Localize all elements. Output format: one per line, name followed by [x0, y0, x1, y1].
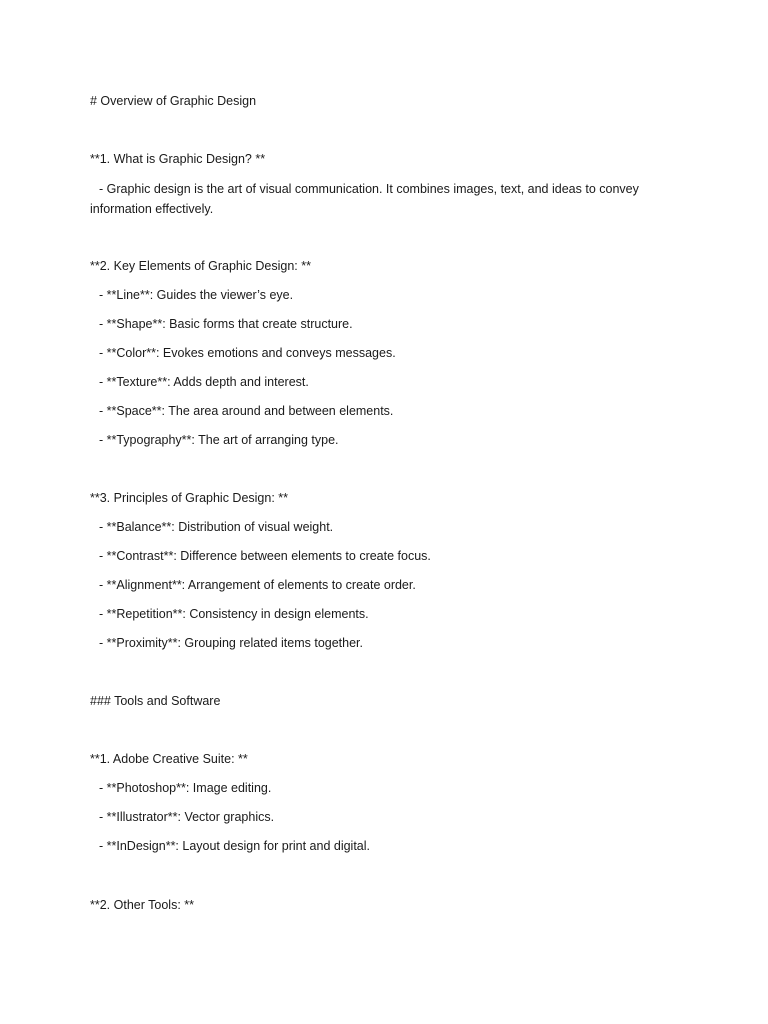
list-item: - **Line**: Guides the viewer’s eye.	[99, 288, 294, 302]
list-item: - **Proximity**: Grouping related items together.	[99, 636, 364, 650]
section-heading: **2. Key Elements of Graphic Design: **	[90, 259, 311, 273]
list-item: - **Typography**: The art of arranging type.	[99, 433, 339, 447]
list-item: - **Texture**: Adds depth and interest.	[99, 375, 309, 389]
paragraph: - Graphic design is the art of visual communication. It combines images, text, and ideas to convey information effectively.	[90, 182, 639, 216]
list-item: - **Color**: Evokes emotions and conveys messages.	[99, 346, 396, 360]
document-title: # Overview of Graphic Design	[90, 94, 257, 108]
list-item: - **Alignment**: Arrangement of elements to create order.	[99, 578, 416, 592]
list-item: - **Repetition**: Consistency in design elements.	[99, 607, 369, 621]
list-item: - **InDesign**: Layout design for print and digital.	[99, 839, 370, 853]
section-heading: **2. Other Tools: **	[90, 898, 194, 912]
section-heading: **1. Adobe Creative Suite: **	[90, 752, 248, 766]
list-item: - **Space**: The area around and between elements.	[99, 404, 394, 418]
list-item: - **Contrast**: Difference between elements to create focus.	[99, 549, 431, 563]
tools-heading: ### Tools and Software	[90, 694, 221, 708]
section-heading: **1. What is Graphic Design? **	[90, 152, 266, 166]
section-heading: **3. Principles of Graphic Design: **	[90, 491, 289, 505]
list-item: - **Photoshop**: Image editing.	[99, 781, 272, 795]
list-item: - **Balance**: Distribution of visual weight.	[99, 520, 334, 534]
list-item: - **Shape**: Basic forms that create structure.	[99, 317, 353, 331]
list-item: - **Illustrator**: Vector graphics.	[99, 810, 275, 824]
